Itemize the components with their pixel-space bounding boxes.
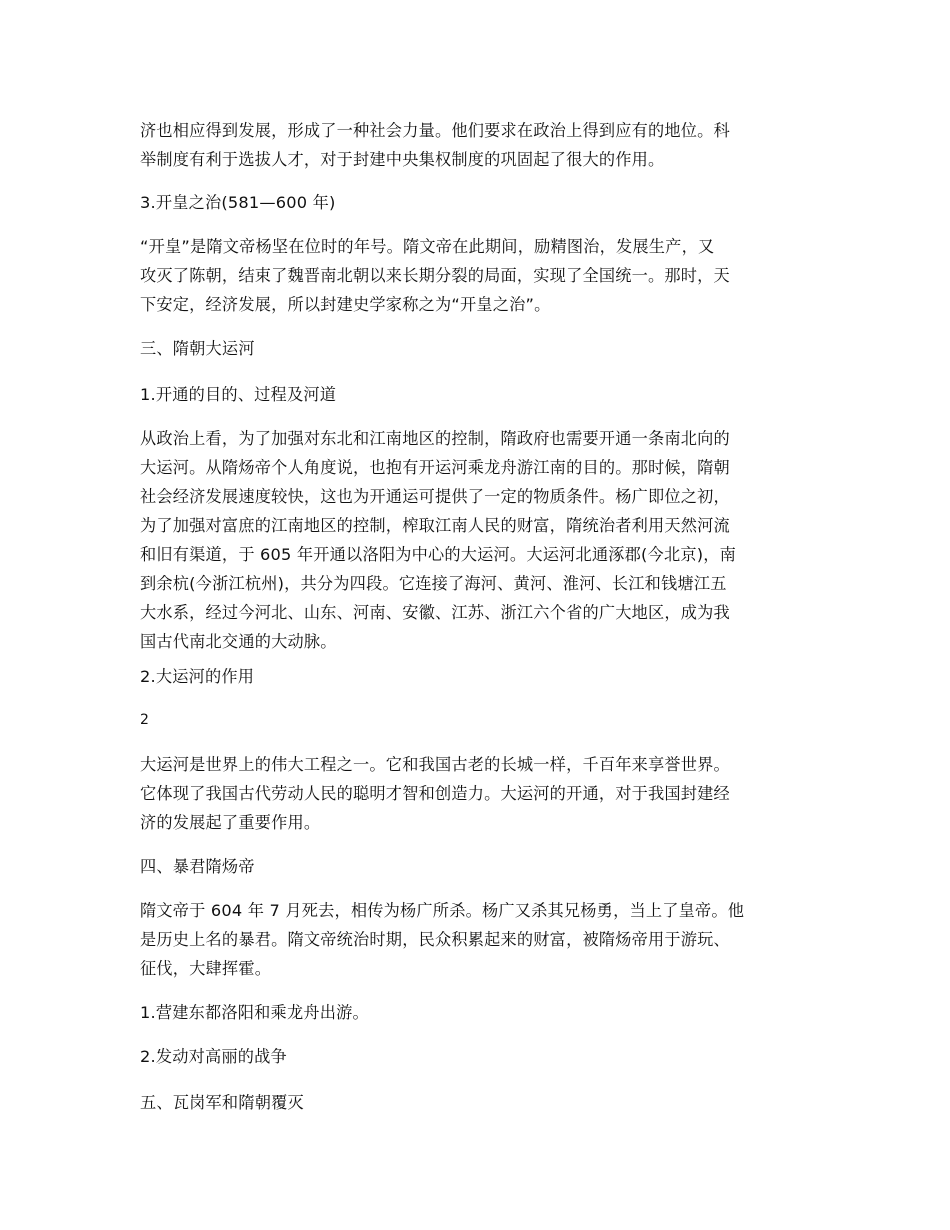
text-line: 2.大运河的作用 — [140, 667, 255, 686]
section-heading — [140, 334, 804, 363]
text-line: 2 — [140, 712, 150, 728]
text-line: 四、暴君隋炀帝 — [140, 857, 255, 876]
text-line: 是历史上名的暴君。隋文帝统治时期，民众积累起来的财富，被隋炀帝用于游玩、 — [140, 930, 730, 949]
text-line: 2.发动对高丽的战争 — [140, 1047, 287, 1066]
text-line: 举制度有利于选拔人才，对于封建中央集权制度的巩固起了很大的作用。 — [140, 150, 665, 169]
text-line: 五、瓦岗军和隋朝覆灭 — [140, 1093, 304, 1112]
section-heading — [140, 852, 804, 881]
paragraph — [140, 896, 804, 983]
text-line: 社会经济发展速度较快，这也为开通运可提供了一定的物质条件。杨广即位之初， — [140, 487, 730, 506]
text-line: 到余杭(今浙江杭州)，共分为四段。它连接了海河、黄河、淮河、长江和钱塘江五 — [140, 574, 727, 593]
text-line: 大运河是世界上的伟大工程之一。它和我国古老的长城一样，千百年来享誉世界。 — [140, 755, 730, 774]
paragraph — [140, 424, 804, 656]
text-line: 它体现了我国古代劳动人民的聪明才智和创造力。大运河的开通，对于我国封建经 — [140, 784, 730, 803]
text-line: 隋文帝于 604 年 7 月死去，相传为杨广所杀。杨广又杀其兄杨勇，当上了皇帝。他 — [140, 901, 745, 920]
text-line: 下安定，经济发展，所以封建史学家称之为“开皇之治”。 — [140, 295, 551, 314]
text-line: 济的发展起了重要作用。 — [140, 813, 321, 832]
text-line: “开皇”是隋文帝杨坚在位时的年号。隋文帝在此期间，励精图治，发展生产，又 — [140, 237, 715, 256]
text-line: 三、隋朝大运河 — [140, 339, 255, 358]
text-line: 济也相应得到发展，形成了一种社会力量。他们要求在政治上得到应有的地位。科 — [140, 121, 730, 140]
text-line: 和旧有渠道，于 605 年开通以洛阳为中心的大运河。大运河北通涿郡(今北京)，南 — [140, 545, 737, 564]
subheading-canal-role — [140, 662, 804, 691]
text-line: 1.营建东都洛阳和乘龙舟出游。 — [140, 1003, 369, 1022]
paragraph — [140, 116, 804, 174]
text-line: 为了加强对富庶的江南地区的控制，榨取江南人民的财富，隋统治者利用天然河流 — [140, 516, 730, 535]
text-line: 攻灭了陈朝，结束了魏晋南北朝以来长期分裂的局面，实现了全国统一。那时，天 — [140, 266, 730, 285]
section-heading — [140, 1088, 804, 1117]
text-line: 1.开通的目的、过程及河道 — [140, 385, 337, 404]
paragraph — [140, 750, 804, 837]
text-line: 征伐，大肆挥霍。 — [140, 959, 272, 978]
subheading-goguryeo-war — [140, 1042, 804, 1071]
paragraph — [140, 232, 804, 319]
subheading-luoyang — [140, 998, 804, 1027]
text-line: 3.开皇之治(581—600 年) — [140, 193, 336, 212]
subheading-kaihuang-rule — [140, 188, 804, 217]
text-line: 大水系，经过今河北、山东、河南、安徽、江苏、浙江六个省的广大地区，成为我 — [140, 603, 730, 622]
page-number — [140, 706, 804, 735]
text-line: 大运河。从隋炀帝个人角度说，也抱有开运河乘龙舟游江南的目的。那时候，隋朝 — [140, 458, 730, 477]
text-line: 从政治上看，为了加强对东北和江南地区的控制，隋政府也需要开通一条南北向的 — [140, 429, 730, 448]
text-line: 国古代南北交通的大动脉。 — [140, 632, 337, 651]
subheading-purpose — [140, 380, 804, 409]
